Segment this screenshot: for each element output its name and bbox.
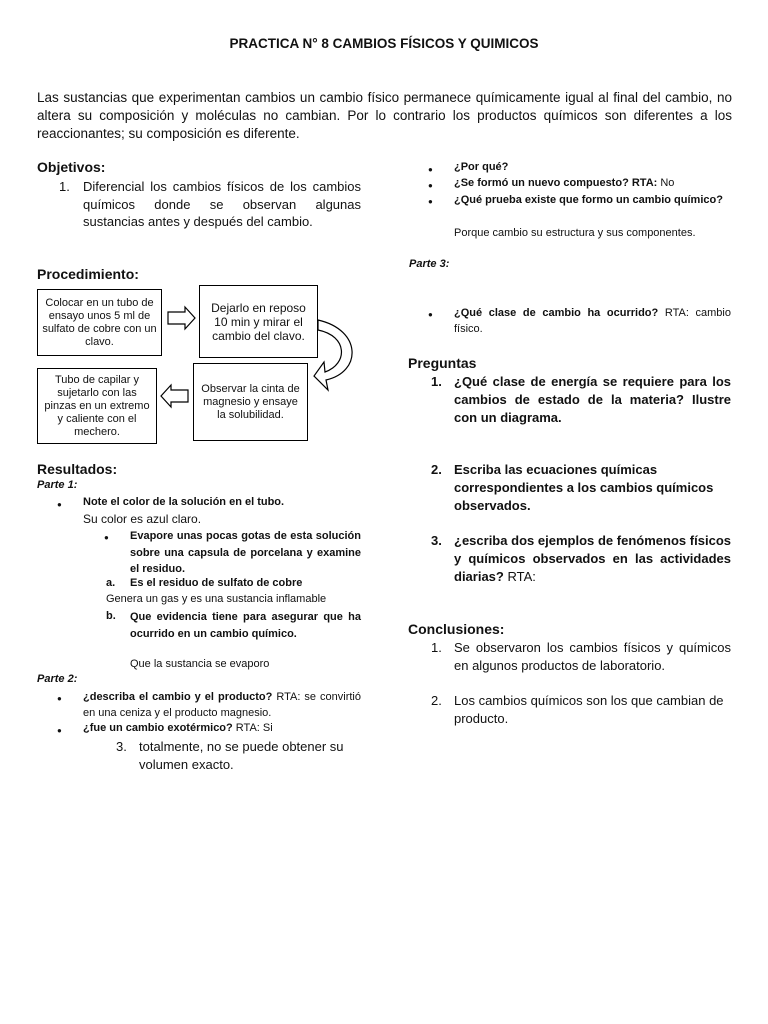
parte2-question-1: [83, 689, 361, 721]
preguntas-heading: Preguntas: [408, 355, 477, 371]
pregunta-1-number: 1.: [431, 374, 442, 389]
step-box-4: Tubo de capilar y sujetarlo con las pinzas en un extremo y caliente con el mechero.: [37, 368, 157, 444]
step-box-3: Observar la cinta de magnesio y ensaye la solubilidad.: [193, 363, 308, 441]
pregunta-2-text: Escriba las ecuaciones químicas correspondientes a los cambios químicos observados.: [454, 462, 714, 513]
conclusion-2-text: Los cambios químicos son los que cambian de producto.: [454, 693, 724, 726]
objetivo-text: Diferencial los cambios físicos de los cambios químicos donde se observan algunas sustancias antes y después del cambio.: [83, 179, 361, 229]
nuevo-compuesto-text: ¿Se formó un nuevo compuesto? RTA:: [454, 177, 658, 189]
arrow-left-icon: [161, 385, 188, 407]
pregunta-3-rta: RTA:: [503, 569, 536, 584]
parte1-question-1: ● Note el color de la solución en el tubo.: [83, 495, 284, 510]
pregunta-1-text: ¿Qué clase de energía se requiere para los cambios de estado de la materia? Ilustre con un diagrama.: [454, 374, 731, 425]
pregunta-2-number: 2.: [431, 462, 442, 477]
step-box-2: Dejarlo en reposo 10 min y mirar el cambio del clavo.: [199, 285, 318, 358]
nuevo-compuesto-question: [454, 176, 674, 191]
parte2-question-2-text: ¿fue un cambio exotérmico?: [83, 722, 233, 734]
parte1-question-a: Es el residuo de sulfato de cobre: [130, 577, 303, 589]
clase-cambio-answer: RTA: cambio físico.: [454, 307, 731, 335]
parte1-label: Parte 1:: [37, 479, 78, 491]
conclusion-1-number: 1.: [431, 640, 442, 655]
objetivo-number: 1.: [59, 179, 70, 194]
pregunta-3: [454, 532, 731, 586]
parte3-label: Parte 3:: [409, 258, 450, 270]
clase-cambio-question: [454, 305, 731, 337]
procedimiento-heading: Procedimiento:: [37, 266, 139, 282]
conclusiones-heading: Conclusiones:: [408, 621, 505, 637]
parte2-answer-1: RTA: se convirtió en una ceniza y el producto magnesio.: [83, 691, 361, 719]
parte1-marker-b: b.: [106, 610, 116, 622]
resultados-heading: Resultados:: [37, 461, 118, 477]
parte1-marker-a: a.: [106, 577, 116, 589]
conclusion-2-number: 2.: [431, 693, 442, 708]
parte2-question-1-text: ¿describa el cambio y el producto?: [83, 691, 273, 703]
conclusion-1-text: Se observaron los cambios físicos y químicos en algunos productos de laboratorio.: [454, 640, 731, 673]
step-box-1: Colocar en un tubo de ensayo unos 5 ml de sulfato de cobre con un clavo.: [37, 289, 162, 356]
parte1-answer-b: Que la sustancia se evaporo: [130, 658, 270, 670]
pregunta-3-number: 3.: [431, 533, 442, 548]
parte1-answer-a: Genera un gas y es una sustancia inflamable: [106, 593, 327, 605]
nuevo-compuesto-answer: No: [657, 177, 675, 189]
arrow-right-icon: [168, 307, 195, 329]
objetivos-heading: Objetivos:: [37, 159, 106, 175]
parte2-item3-number: 3.: [116, 739, 127, 754]
prueba-question: ● ¿Qué prueba existe que formo un cambio químico?: [454, 192, 731, 208]
parte2-question-2: [83, 721, 273, 736]
parte1-question-b: Que evidencia tiene para asegurar que ha ocurrido en un cambio químico.: [130, 611, 361, 640]
prueba-answer: Porque cambio su estructura y sus componentes.: [454, 227, 696, 239]
intro-paragraph: Las sustancias que experimentan cambios un cambio físico permanece químicamente igual al final del cambio, no altera su composición y moléculas no cambian. Por lo contrario los productos químicos son diferentes a los reaccionantes; su composición es diferente.: [37, 90, 732, 141]
clase-cambio-text: ¿Qué clase de cambio ha ocurrido?: [454, 307, 659, 319]
porque-question: ● ¿Por qué?: [454, 160, 508, 175]
parte1-question-2: ● Evapore unas pocas gotas de esta solución sobre una capsula de porcelana y examine el residuo.: [130, 528, 361, 578]
pregunta-3-text: ¿escriba dos ejemplos de fenómenos físicos y químicos observados en las actividades diarias?: [454, 533, 731, 584]
parte2-label: Parte 2:: [37, 673, 78, 685]
parte1-answer-1: Su color es azul claro.: [83, 512, 202, 526]
parte2-item3-text: totalmente, no se puede obtener su volumen exacto.: [139, 739, 344, 772]
page-title: PRACTICA N° 8 CAMBIOS FÍSICOS Y QUIMICOS: [229, 36, 539, 51]
curved-arrow-icon: [314, 320, 352, 390]
parte2-answer-2: RTA: Si: [232, 722, 273, 734]
